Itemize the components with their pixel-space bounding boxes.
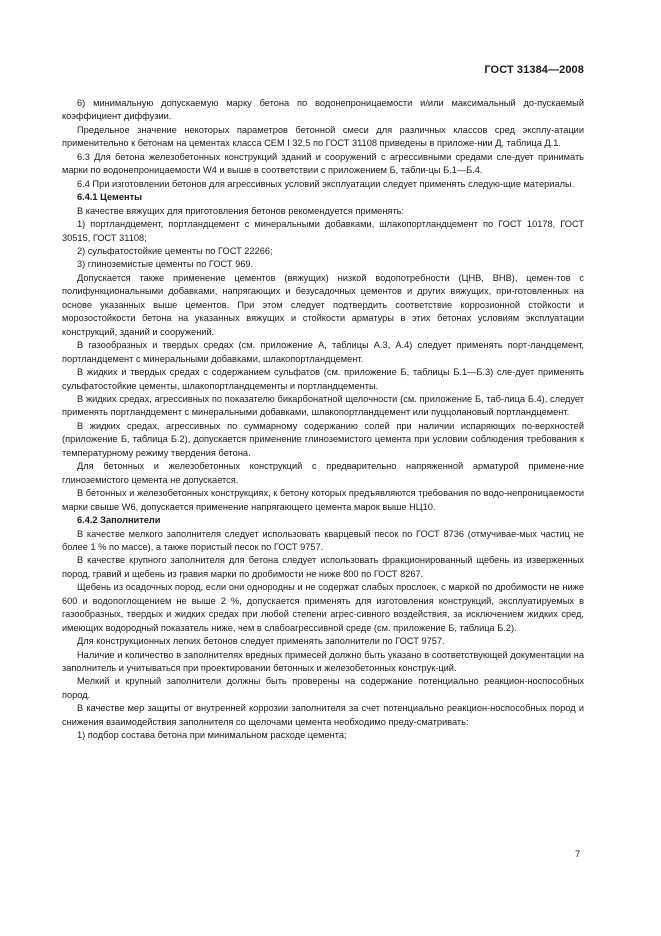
paragraph: Для бетонных и железобетонных конструкций с предварительно напряженной арматурой примене-ние глиноземистого цемента не допускается. xyxy=(62,461,584,485)
paragraph: В жидких средах, агрессивных по суммарному содержанию солей при наличии испаряющих по-верхностей (приложение Б, таблица Б.2), допускается применение глиноземистого цемента при условии соблюдения требования к температурному режиму твердения бетона. xyxy=(62,420,584,458)
paragraph: Мелкий и крупный заполнители должны быть проверены на содержание потенциально реакцион-носпособных пород. xyxy=(62,676,584,700)
paragraph: 1) подбор состава бетона при минимальном расходе цемента; xyxy=(77,730,347,741)
standard-header: ГОСТ 31384—2008 xyxy=(484,64,584,76)
paragraph: В качестве мелкого заполнителя следует использовать кварцевый песок по ГОСТ 8736 (отмучивае-мых частиц не более 1 % по массе), а также пористый песок по ГОСТ 9757. xyxy=(62,528,584,552)
page-body xyxy=(62,97,584,743)
page-number: 7 xyxy=(575,849,581,860)
paragraph: Для конструкционных легких бетонов следует применять заполнители по ГОСТ 9757. xyxy=(77,636,445,647)
paragraph: 6.4 При изготовлении бетонов для агрессивных условий эксплуатации следует применять следую-щие материалы. xyxy=(77,178,575,189)
paragraph: В бетонных и железобетонных конструкциях, к бетону которых предъявляются требования по водо-непроницаемости марки свыше W6, допускается применение напрягающего цемента марок выше НЦ10. xyxy=(62,488,584,512)
paragraph: В качестве мер защиты от внутренней коррозии заполнителя за счет потенциально реакцион-носпособных пород и снижения взаимодействия заполнителя со щелочами цемента необходимо преду-сматривать: xyxy=(62,703,584,727)
paragraph: В жидких и твердых средах с содержанием сульфатов (см. приложение Б, таблицы Б.1—Б.3) сле-дует применять сульфатостойкие цементы, шлакопортландцементы и портландцементы. xyxy=(62,367,584,391)
paragraph: Предельное значение некоторых параметров бетонной смеси для различных классов сред эксплу-атации применительно к бетонам на цементах класса CEM I 32,5 по ГОСТ 31108 приведены в приложе-нии Д, таблица Д.1. xyxy=(62,124,584,149)
paragraph: 6) минимальную допускаемую марку бетона по водонепроницаемости и/или максимальный до-пускаемый коэффициент диффузии. xyxy=(62,98,584,122)
paragraph: 1) портландцемент, портландцемент с минеральными добавками, шлакопортландцемент по ГОСТ 10178, ГОСТ 30515, ГОСТ 31108; xyxy=(62,219,584,243)
paragraph: В газообразных и твердых средах (см. приложение А, таблицы А.3, А.4) следует применять порт-ландцемент, портландцемент с минеральными добавками, шлакопортландцемент. xyxy=(62,340,584,364)
paragraph: В качестве вяжущих для приготовления бетонов рекомендуется применять: xyxy=(77,205,405,216)
paragraph: В жидких средах, агрессивных по показателю бикарбонатной щелочности (см. приложение Б, таб-лица Б.4), следует применять портландцемент с минеральными добавками, шлакопортландцемент или пуццолановый портландцемент. xyxy=(62,393,584,418)
paragraph: Наличие и количество в заполнителях вредных примесей должно быть указано в соответствующей документации на заполнитель и учитываться при проектировании бетонных и железобетонных конструк-ций. xyxy=(62,649,584,674)
section-heading: 6.4.2 Заполнители xyxy=(77,515,161,526)
section-heading: 6.4.1 Цементы xyxy=(77,192,143,203)
paragraph: 6.3 Для бетона железобетонных конструкций зданий и сооружений с агрессивными средами сле-дует принимать марки по водонепроницаемости W4 и выше в соответствии с приложением Б, табли-цы Б.1—Б.4. xyxy=(62,151,584,176)
paragraph: Допускается также применение цементов (вяжущих) низкой водопотребности (ЦНВ, ВНВ), цемен-тов с полифункциональными добавками, напрягающих и безусадочных цементов и других вяжущих, при-готовленных на основе указанных выше цементов. При этом следует подтвердить соответствие коррозионной стойкости и морозостойкости бетона на указанных вяжущих и стойкости арматуры в этих бетонах условиям эксплуатации конструкций, зданий и сооружений. xyxy=(62,272,584,337)
paragraph: В качестве крупного заполнителя для бетона следует использовать фракционированный щебень из изверженных пород, гравий и щебень из гравия марки по дробимости не ниже 800 по ГОСТ 8267. xyxy=(62,555,584,579)
paragraph: 3) глиноземистые цементы по ГОСТ 969. xyxy=(77,259,254,270)
paragraph: 2) сульфатостойкие цементы по ГОСТ 22266; xyxy=(77,245,273,256)
paragraph: Щебень из осадочных пород, если они однородны и не содержат слабых прослоек, с маркой по дробимости не ниже 600 и водопоглощением не выше 2 %, допускается применять для изготовления конструкций, эксплуатируемых в газообразных, твердых и жидких средах при любой степени агрес-сивного воздействия, за исключением жидких сред, имеющих водородный показатель ниже, чем в слабоагрессивной среде (см. приложение Б, таблица Б.2). xyxy=(62,582,584,633)
